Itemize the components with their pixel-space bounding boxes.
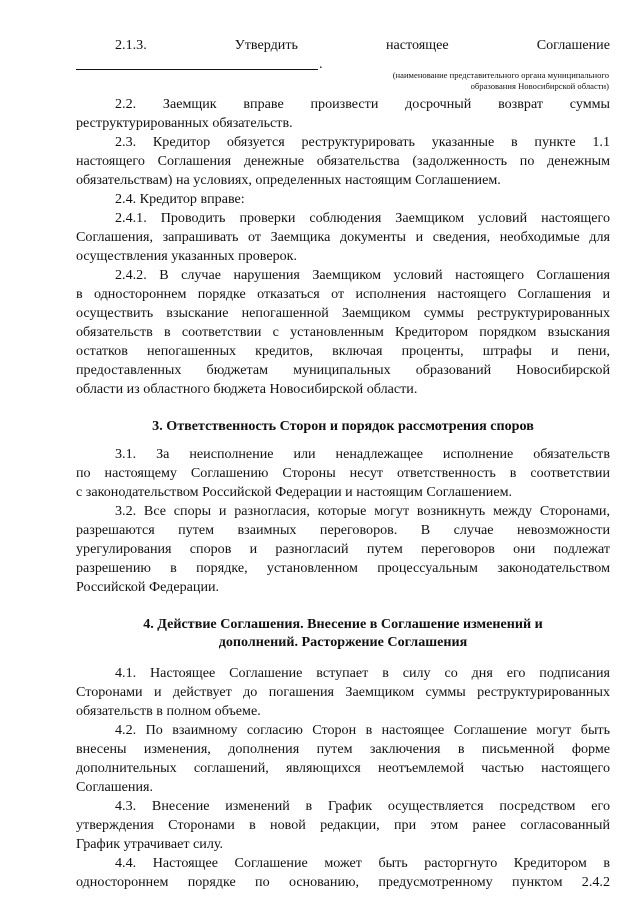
paragraph-line: 2.4.2. В случае нарушения Заемщиком условий настоящего Соглашения — [115, 267, 610, 283]
paragraph-line: утверждения Сторонами в новой редакции, при этом ранее согласованный — [76, 817, 610, 833]
paragraph-line: осуществить взыскание непогашенной Заемщиком суммы реструктурированных — [76, 305, 610, 321]
paragraph-line: урегулирования споров и разногласий путем переговоров они подлежат — [76, 541, 610, 557]
paragraph-line: разрешению в порядке, установленном процессуальным законодательством — [76, 560, 610, 576]
paragraph-line: 4.4. Настоящее Соглашение может быть расторгнуто Кредитором в — [115, 855, 610, 871]
paragraph-line: Российской Федерации. — [76, 579, 220, 595]
paragraph-line: реструктурированных обязательств. — [76, 115, 293, 131]
paragraph-line: График утрачивает силу. — [76, 836, 224, 852]
blank-end-mark: . — [319, 56, 323, 72]
section-4-heading-line2: дополнений. Расторжение Соглашения — [218, 634, 468, 650]
section-4-heading-line1: 4. Действие Соглашения. Внесение в Соглашение изменений и — [143, 616, 543, 632]
clause-2-1-3-part3: Соглашение — [536, 37, 610, 53]
paragraph-line: осуществления указанных проверок. — [76, 248, 298, 264]
paragraph-line: остатков непогашенных кредитов, включая проценты, штрафы и пени, — [76, 343, 610, 359]
paragraph-line: по настоящему Соглашению Стороны несут ответственность в соответствии — [76, 465, 610, 481]
paragraph-line: обязательств в соответствии с установленным Кредитором порядком взыскания — [76, 324, 610, 340]
paragraph-line: 2.4.1. Проводить проверки соблюдения Заемщиком условий настоящего — [115, 210, 610, 226]
paragraph-line: 3.2. Все споры и разногласия, которые могут возникнуть между Сторонами, — [115, 503, 610, 519]
paragraph-line: одностороннем порядке по основанию, предусмотренному пунктом 2.4.2 — [76, 874, 610, 890]
clause-2-1-3-line — [115, 36, 610, 55]
paragraph-line: 2.2. Заемщик вправе произвести досрочный возврат суммы — [115, 96, 610, 112]
paragraph-line: внесены изменения, дополнения путем заключения в письменной форме — [76, 741, 610, 757]
paragraph-line: разрешаются путем взаимных переговоров. В случае невозможности — [76, 522, 610, 538]
paragraph-line: настоящего Соглашения денежные обязательства (задолженность по денежным — [76, 153, 610, 169]
paragraph-line: 4.3. Внесение изменений в График осуществляется посредством его — [115, 798, 610, 814]
paragraph-line: 4.1. Настоящее Соглашение вступает в силу со дня его подписания — [115, 665, 610, 681]
paragraph-line: дополнительных соглашений, являющихся неотъемлемой частью настоящего — [76, 760, 610, 776]
paragraph-line: обязательств в полном объеме. — [76, 703, 261, 719]
paragraph-line: обязательствам) на условиях, определенных настоящим Соглашением. — [76, 172, 501, 188]
blank-caption-line1: (наименование представительного органа муниципального — [392, 70, 609, 80]
paragraph-line: в одностороннем порядке отказаться от исполнения настоящего Соглашения и — [76, 286, 610, 302]
paragraph-line: Соглашения. — [76, 779, 153, 795]
fill-in-blank-line — [76, 69, 318, 70]
paragraph-line: 2.3. Кредитор обязуется реструктурировать указанные в пункте 1.1 — [115, 134, 610, 150]
paragraph-line: 3.1. За неисполнение или ненадлежащее исполнение обязательств — [115, 446, 610, 462]
paragraph-line: 4.2. По взаимному согласию Сторон в настоящее Соглашение могут быть — [115, 722, 610, 738]
paragraph-line: 2.4. Кредитор вправе: — [115, 191, 245, 207]
paragraph-line: Соглашения, запрашивать от Заемщика документы и сведения, необходимые для — [76, 229, 610, 245]
paragraph-line: предоставленных бюджетам муниципальных образований Новосибирской — [76, 362, 610, 378]
paragraph-line: с законодательством Российской Федерации и настоящим Соглашением. — [76, 484, 513, 500]
clause-2-1-3-part2: настоящее — [386, 37, 449, 53]
section-3-heading: 3. Ответственность Сторон и порядок рассмотрения споров — [152, 418, 534, 434]
paragraph-line: области из областного бюджета Новосибирской области. — [76, 381, 418, 397]
blank-caption-line2: образования Новосибирской области) — [470, 81, 609, 91]
clause-2-1-3-part1: 2.1.3. Утвердить — [115, 37, 298, 53]
paragraph-line: Сторонами и действует до погашения Заемщиком суммы реструктурированных — [76, 684, 610, 700]
